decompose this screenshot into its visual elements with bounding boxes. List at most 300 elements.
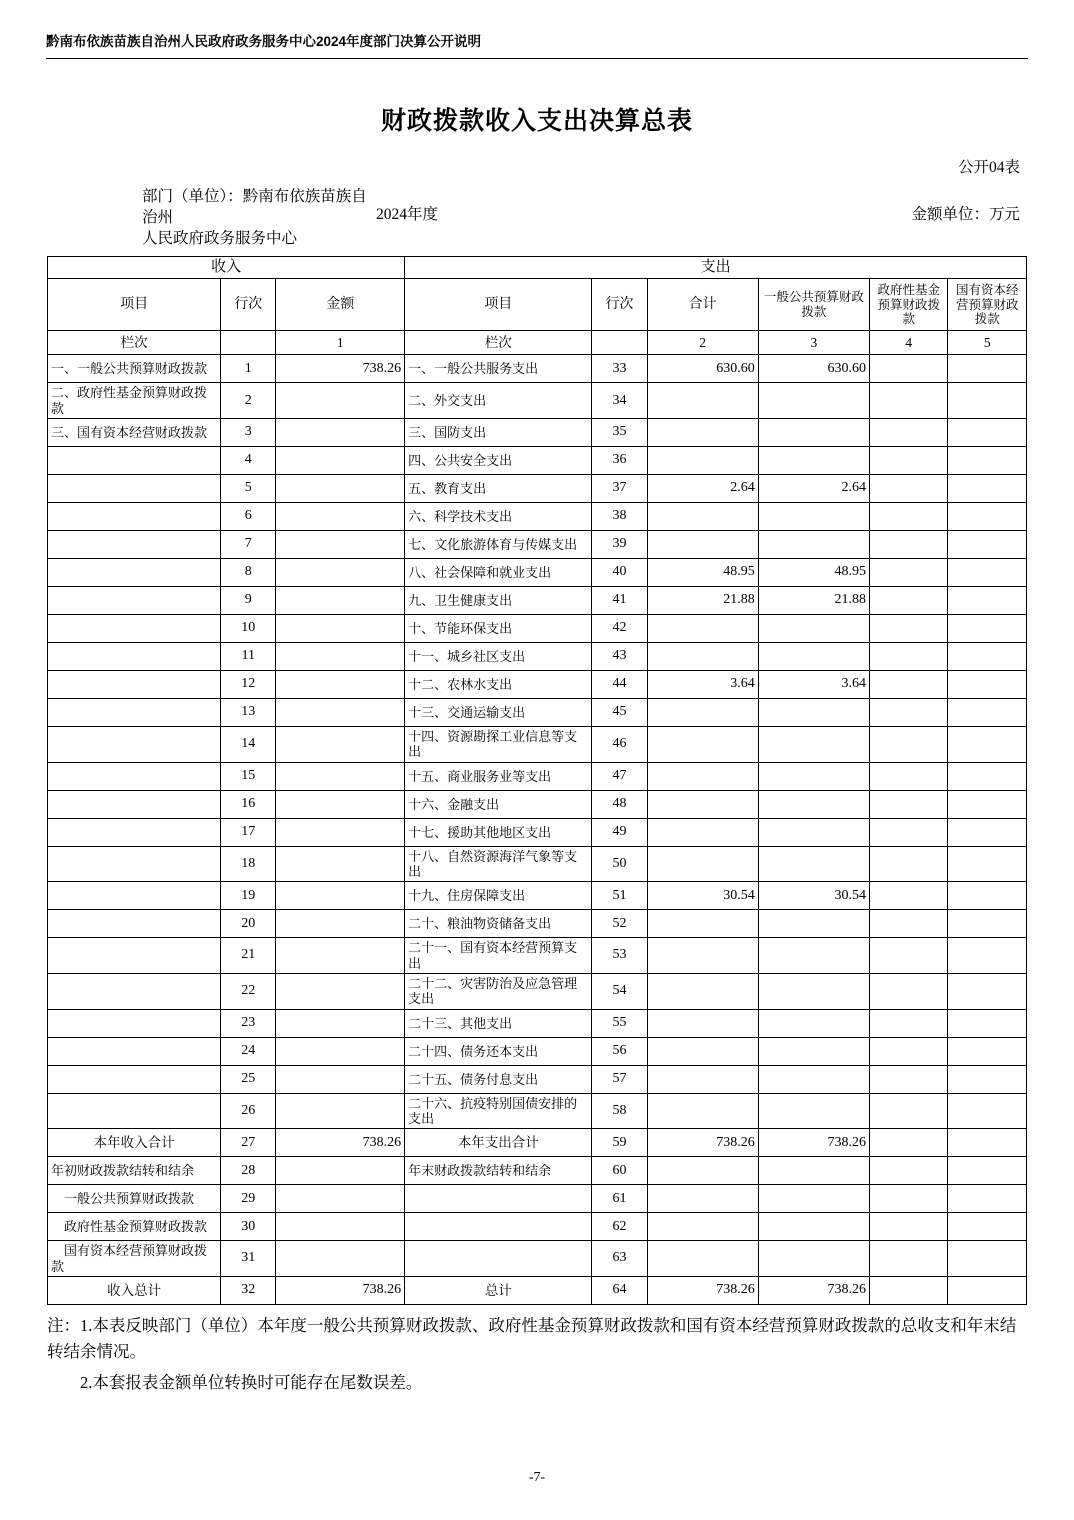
income-row-number: 15 bbox=[221, 762, 276, 790]
income-item-label: 三、国有资本经营财政拨款 bbox=[48, 419, 221, 447]
expense-row-number: 41 bbox=[592, 587, 647, 615]
income-amount bbox=[276, 974, 405, 1010]
income-row-number: 10 bbox=[221, 615, 276, 643]
note-line-2: 2.本套报表金额单位转换时可能存在尾数误差。 bbox=[80, 1373, 423, 1393]
expense-general-public bbox=[758, 447, 869, 475]
expense-state-capital bbox=[948, 727, 1027, 763]
expense-row-number: 37 bbox=[592, 475, 647, 503]
expense-row-number: 48 bbox=[592, 790, 647, 818]
expense-gov-fund bbox=[869, 1037, 947, 1065]
expense-state-capital bbox=[948, 559, 1027, 587]
expense-row-number: 34 bbox=[592, 383, 647, 419]
income-row-number: 6 bbox=[221, 503, 276, 531]
income-item-label bbox=[48, 1065, 221, 1093]
income-row-number: 14 bbox=[221, 727, 276, 763]
expense-state-capital bbox=[948, 1009, 1027, 1037]
expense-item-label: 十三、交通运输支出 bbox=[405, 699, 592, 727]
col-header-state-capital: 国有资本经营预算财政拨款 bbox=[948, 279, 1027, 331]
expense-row-number: 52 bbox=[592, 910, 647, 938]
col-number-5: 5 bbox=[948, 331, 1027, 355]
expense-state-capital bbox=[948, 1241, 1027, 1277]
expense-state-capital bbox=[948, 383, 1027, 419]
expense-row-number: 58 bbox=[592, 1093, 647, 1129]
income-row-number: 27 bbox=[221, 1129, 276, 1157]
table-row bbox=[48, 475, 1027, 503]
expense-total bbox=[647, 643, 758, 671]
income-row-number: 11 bbox=[221, 643, 276, 671]
income-item-label bbox=[48, 762, 221, 790]
table-notes bbox=[47, 1313, 1027, 1396]
income-row-number: 19 bbox=[221, 882, 276, 910]
expense-state-capital bbox=[948, 1065, 1027, 1093]
fiscal-year: 2024年度 bbox=[376, 206, 439, 223]
expense-row-number: 40 bbox=[592, 559, 647, 587]
income-amount bbox=[276, 475, 405, 503]
income-amount bbox=[276, 910, 405, 938]
expense-general-public: 30.54 bbox=[758, 882, 869, 910]
expense-total bbox=[647, 615, 758, 643]
income-item-label bbox=[48, 790, 221, 818]
expense-item-label: 三、国防支出 bbox=[405, 419, 592, 447]
expense-item-label: 二十四、债务还本支出 bbox=[405, 1037, 592, 1065]
expense-state-capital bbox=[948, 671, 1027, 699]
expense-general-public bbox=[758, 615, 869, 643]
income-row-number: 29 bbox=[221, 1185, 276, 1213]
income-item-label: 二、政府性基金预算财政拨款 bbox=[48, 383, 221, 419]
table-row bbox=[48, 882, 1027, 910]
expense-gov-fund bbox=[869, 615, 947, 643]
expense-row-number: 35 bbox=[592, 419, 647, 447]
expense-item-label: 二十三、其他支出 bbox=[405, 1009, 592, 1037]
expense-item-label: 二十五、债务付息支出 bbox=[405, 1065, 592, 1093]
expense-item-label: 四、公共安全支出 bbox=[405, 447, 592, 475]
expense-state-capital bbox=[948, 1037, 1027, 1065]
expense-general-public bbox=[758, 419, 869, 447]
expense-item-label: 二十、粮油物资储备支出 bbox=[405, 910, 592, 938]
expense-gov-fund bbox=[869, 1185, 947, 1213]
income-item-label bbox=[48, 671, 221, 699]
expense-state-capital bbox=[948, 699, 1027, 727]
income-item-label bbox=[48, 974, 221, 1010]
income-row-number: 4 bbox=[221, 447, 276, 475]
expense-gov-fund bbox=[869, 355, 947, 383]
expense-gov-fund bbox=[869, 447, 947, 475]
expense-total bbox=[647, 910, 758, 938]
expense-gov-fund bbox=[869, 699, 947, 727]
expense-row-number: 39 bbox=[592, 531, 647, 559]
expense-total: 48.95 bbox=[647, 559, 758, 587]
expense-state-capital bbox=[948, 762, 1027, 790]
income-item-label bbox=[48, 1037, 221, 1065]
table-row bbox=[48, 727, 1027, 763]
income-row-number: 25 bbox=[221, 1065, 276, 1093]
expense-item-label: 二十一、国有资本经营预算支出 bbox=[405, 938, 592, 974]
expense-item-label: 十五、商业服务业等支出 bbox=[405, 762, 592, 790]
expense-total bbox=[647, 699, 758, 727]
income-item-label: 一、一般公共预算财政拨款 bbox=[48, 355, 221, 383]
income-item-label bbox=[48, 882, 221, 910]
expense-total bbox=[647, 727, 758, 763]
expense-gov-fund bbox=[869, 910, 947, 938]
expense-item-label: 十八、自然资源海洋气象等支出 bbox=[405, 846, 592, 882]
table-row bbox=[48, 383, 1027, 419]
expense-gov-fund bbox=[869, 1129, 947, 1157]
income-amount bbox=[276, 531, 405, 559]
expense-total bbox=[647, 447, 758, 475]
table-row bbox=[48, 447, 1027, 475]
expense-item-label: 六、科学技术支出 bbox=[405, 503, 592, 531]
expense-row-number: 42 bbox=[592, 615, 647, 643]
table-row bbox=[48, 587, 1027, 615]
expense-total bbox=[647, 419, 758, 447]
income-row-number: 1 bbox=[221, 355, 276, 383]
col-header-general-public: 一般公共预算财政拨款 bbox=[758, 279, 869, 331]
income-row-number: 9 bbox=[221, 587, 276, 615]
expense-item-label: 十六、金融支出 bbox=[405, 790, 592, 818]
expense-state-capital bbox=[948, 355, 1027, 383]
expense-general-public bbox=[758, 938, 869, 974]
col-number-4: 4 bbox=[869, 331, 947, 355]
group-header-income: 收入 bbox=[48, 256, 405, 279]
expense-total: 738.26 bbox=[647, 1129, 758, 1157]
income-item-label bbox=[48, 559, 221, 587]
expense-gov-fund bbox=[869, 1009, 947, 1037]
income-row-number: 22 bbox=[221, 974, 276, 1010]
expense-gov-fund bbox=[869, 818, 947, 846]
income-amount bbox=[276, 503, 405, 531]
income-item-label bbox=[48, 1093, 221, 1129]
expense-state-capital bbox=[948, 818, 1027, 846]
expense-gov-fund bbox=[869, 503, 947, 531]
expense-item-label: 一、一般公共服务支出 bbox=[405, 355, 592, 383]
expense-row-number: 44 bbox=[592, 671, 647, 699]
department-meta bbox=[46, 187, 376, 250]
income-amount bbox=[276, 1241, 405, 1277]
income-row-number: 17 bbox=[221, 818, 276, 846]
income-amount bbox=[276, 643, 405, 671]
expense-row-number: 51 bbox=[592, 882, 647, 910]
expense-state-capital bbox=[948, 882, 1027, 910]
income-row-number: 7 bbox=[221, 531, 276, 559]
expense-row-number: 55 bbox=[592, 1009, 647, 1037]
expense-gov-fund bbox=[869, 475, 947, 503]
expense-general-public bbox=[758, 383, 869, 419]
income-row-number: 31 bbox=[221, 1241, 276, 1277]
expense-state-capital bbox=[948, 419, 1027, 447]
income-row-number: 18 bbox=[221, 846, 276, 882]
col-number-2: 2 bbox=[647, 331, 758, 355]
expense-state-capital bbox=[948, 938, 1027, 974]
expense-general-public bbox=[758, 1241, 869, 1277]
table-row bbox=[48, 1009, 1027, 1037]
expense-total bbox=[647, 938, 758, 974]
expense-row-number: 47 bbox=[592, 762, 647, 790]
expense-state-capital bbox=[948, 790, 1027, 818]
department-name-line2: 人民政府政务服务中心 bbox=[142, 229, 298, 247]
table-row bbox=[48, 762, 1027, 790]
income-amount: 738.26 bbox=[276, 1129, 405, 1157]
income-row-number: 8 bbox=[221, 559, 276, 587]
expense-gov-fund bbox=[869, 1277, 947, 1305]
expense-total bbox=[647, 974, 758, 1010]
expense-total: 630.60 bbox=[647, 355, 758, 383]
expense-gov-fund bbox=[869, 419, 947, 447]
table-row-summary bbox=[48, 1277, 1027, 1305]
expense-total bbox=[647, 762, 758, 790]
expense-item-label: 八、社会保障和就业支出 bbox=[405, 559, 592, 587]
income-amount bbox=[276, 1157, 405, 1185]
expense-item-label: 十九、住房保障支出 bbox=[405, 882, 592, 910]
expense-total bbox=[647, 503, 758, 531]
table-row-summary bbox=[48, 1241, 1027, 1277]
expense-state-capital bbox=[948, 1093, 1027, 1129]
expense-general-public: 3.64 bbox=[758, 671, 869, 699]
expense-general-public bbox=[758, 846, 869, 882]
expense-item-label: 二十二、灾害防治及应急管理支出 bbox=[405, 974, 592, 1010]
expense-general-public bbox=[758, 1065, 869, 1093]
income-item-label: 国有资本经营预算财政拨款 bbox=[48, 1241, 221, 1277]
table-row bbox=[48, 974, 1027, 1010]
page-title: 财政拨款收入支出决算总表 bbox=[380, 108, 693, 135]
expense-item-label: 十一、城乡社区支出 bbox=[405, 643, 592, 671]
table-row bbox=[48, 1037, 1027, 1065]
income-amount bbox=[276, 727, 405, 763]
income-amount bbox=[276, 615, 405, 643]
income-item-label bbox=[48, 531, 221, 559]
income-amount bbox=[276, 762, 405, 790]
expense-total: 2.64 bbox=[647, 475, 758, 503]
table-row bbox=[48, 355, 1027, 383]
income-amount bbox=[276, 1213, 405, 1241]
income-row-number: 21 bbox=[221, 938, 276, 974]
income-item-label: 一般公共预算财政拨款 bbox=[48, 1185, 221, 1213]
expense-general-public: 630.60 bbox=[758, 355, 869, 383]
running-head: 黔南布依族苗族自治州人民政府政务服务中心2024年度部门决算公开说明 bbox=[46, 34, 482, 49]
expense-gov-fund bbox=[869, 587, 947, 615]
col-header-gov-fund: 政府性基金预算财政拨款 bbox=[869, 279, 947, 331]
table-row bbox=[48, 938, 1027, 974]
expense-general-public bbox=[758, 974, 869, 1010]
income-amount bbox=[276, 699, 405, 727]
expense-state-capital bbox=[948, 1129, 1027, 1157]
expense-item-label: 十、节能环保支出 bbox=[405, 615, 592, 643]
expense-item-label: 十七、援助其他地区支出 bbox=[405, 818, 592, 846]
expense-state-capital bbox=[948, 1185, 1027, 1213]
expense-general-public: 738.26 bbox=[758, 1129, 869, 1157]
income-row-number: 26 bbox=[221, 1093, 276, 1129]
expense-item-label: 十二、农林水支出 bbox=[405, 671, 592, 699]
income-amount bbox=[276, 383, 405, 419]
expense-general-public bbox=[758, 1093, 869, 1129]
expense-state-capital bbox=[948, 643, 1027, 671]
expense-total bbox=[647, 1093, 758, 1129]
expense-general-public bbox=[758, 790, 869, 818]
expense-total bbox=[647, 818, 758, 846]
expense-row-number: 43 bbox=[592, 643, 647, 671]
expense-general-public bbox=[758, 1009, 869, 1037]
table-row bbox=[48, 531, 1027, 559]
expense-total bbox=[647, 1009, 758, 1037]
expense-item-label bbox=[405, 1241, 592, 1277]
income-item-label: 年初财政拨款结转和结余 bbox=[48, 1157, 221, 1185]
table-row-summary bbox=[48, 1185, 1027, 1213]
col-header-total: 合计 bbox=[647, 279, 758, 331]
income-item-label bbox=[48, 615, 221, 643]
expense-gov-fund bbox=[869, 727, 947, 763]
expense-gov-fund bbox=[869, 938, 947, 974]
income-item-label bbox=[48, 699, 221, 727]
expense-item-label: 九、卫生健康支出 bbox=[405, 587, 592, 615]
income-amount bbox=[276, 938, 405, 974]
expense-row-number: 57 bbox=[592, 1065, 647, 1093]
expense-total: 3.64 bbox=[647, 671, 758, 699]
header-divider bbox=[46, 58, 1028, 59]
expense-general-public bbox=[758, 531, 869, 559]
expense-row-number: 33 bbox=[592, 355, 647, 383]
income-amount bbox=[276, 882, 405, 910]
income-item-label bbox=[48, 475, 221, 503]
expense-gov-fund bbox=[869, 846, 947, 882]
expense-state-capital bbox=[948, 1213, 1027, 1241]
income-row-number: 32 bbox=[221, 1277, 276, 1305]
expense-row-number: 59 bbox=[592, 1129, 647, 1157]
income-row-number: 24 bbox=[221, 1037, 276, 1065]
expense-row-number: 45 bbox=[592, 699, 647, 727]
expense-general-public bbox=[758, 1037, 869, 1065]
col-header-income-item: 项目 bbox=[48, 279, 221, 331]
income-row-number: 30 bbox=[221, 1213, 276, 1241]
income-amount bbox=[276, 846, 405, 882]
table-row-summary bbox=[48, 1213, 1027, 1241]
meta-row bbox=[46, 187, 1028, 250]
col-header-expense-item: 项目 bbox=[405, 279, 592, 331]
expense-state-capital bbox=[948, 503, 1027, 531]
expense-gov-fund bbox=[869, 1241, 947, 1277]
expense-general-public bbox=[758, 503, 869, 531]
income-item-label: 本年收入合计 bbox=[48, 1129, 221, 1157]
expense-state-capital bbox=[948, 587, 1027, 615]
table-row bbox=[48, 910, 1027, 938]
expense-total: 30.54 bbox=[647, 882, 758, 910]
income-amount bbox=[276, 447, 405, 475]
income-row-number: 13 bbox=[221, 699, 276, 727]
income-amount bbox=[276, 587, 405, 615]
expense-item-label: 本年支出合计 bbox=[405, 1129, 592, 1157]
expense-gov-fund bbox=[869, 383, 947, 419]
income-item-label bbox=[48, 587, 221, 615]
col-label-income-rownum-blank bbox=[221, 331, 276, 355]
expense-general-public bbox=[758, 818, 869, 846]
form-number: 公开04表 bbox=[957, 159, 1020, 176]
expense-total bbox=[647, 1157, 758, 1185]
expense-general-public bbox=[758, 727, 869, 763]
table-row bbox=[48, 790, 1027, 818]
expense-row-number: 63 bbox=[592, 1241, 647, 1277]
col-header-income-amount: 金额 bbox=[276, 279, 405, 331]
expense-row-number: 49 bbox=[592, 818, 647, 846]
expense-state-capital bbox=[948, 475, 1027, 503]
expense-general-public bbox=[758, 643, 869, 671]
expense-row-number: 56 bbox=[592, 1037, 647, 1065]
income-row-number: 28 bbox=[221, 1157, 276, 1185]
expense-general-public bbox=[758, 910, 869, 938]
budget-table bbox=[47, 256, 1027, 1305]
table-row bbox=[48, 419, 1027, 447]
expense-gov-fund bbox=[869, 790, 947, 818]
expense-general-public: 48.95 bbox=[758, 559, 869, 587]
income-item-label bbox=[48, 910, 221, 938]
income-item-label bbox=[48, 503, 221, 531]
income-amount bbox=[276, 1065, 405, 1093]
expense-row-number: 53 bbox=[592, 938, 647, 974]
income-item-label bbox=[48, 846, 221, 882]
expense-total bbox=[647, 531, 758, 559]
expense-row-number: 46 bbox=[592, 727, 647, 763]
table-row bbox=[48, 503, 1027, 531]
expense-general-public: 2.64 bbox=[758, 475, 869, 503]
income-amount bbox=[276, 790, 405, 818]
table-row bbox=[48, 1065, 1027, 1093]
expense-general-public: 21.88 bbox=[758, 587, 869, 615]
table-row bbox=[48, 615, 1027, 643]
expense-row-number: 54 bbox=[592, 974, 647, 1010]
table-row bbox=[48, 818, 1027, 846]
expense-item-label: 二十六、抗疫特别国债安排的支出 bbox=[405, 1093, 592, 1129]
col-header-income-rownum: 行次 bbox=[221, 279, 276, 331]
expense-item-label: 总计 bbox=[405, 1277, 592, 1305]
income-row-number: 20 bbox=[221, 910, 276, 938]
income-row-number: 23 bbox=[221, 1009, 276, 1037]
income-row-number: 16 bbox=[221, 790, 276, 818]
income-item-label bbox=[48, 938, 221, 974]
expense-state-capital bbox=[948, 910, 1027, 938]
income-amount bbox=[276, 671, 405, 699]
income-amount bbox=[276, 559, 405, 587]
expense-gov-fund bbox=[869, 1157, 947, 1185]
expense-total bbox=[647, 383, 758, 419]
table-row-summary bbox=[48, 1157, 1027, 1185]
table-row bbox=[48, 1093, 1027, 1129]
expense-state-capital bbox=[948, 974, 1027, 1010]
expense-item-label: 十四、资源勘探工业信息等支出 bbox=[405, 727, 592, 763]
group-header-expense: 支出 bbox=[405, 256, 1027, 279]
expense-total bbox=[647, 1241, 758, 1277]
income-amount bbox=[276, 419, 405, 447]
expense-total bbox=[647, 1037, 758, 1065]
income-item-label bbox=[48, 727, 221, 763]
expense-gov-fund bbox=[869, 882, 947, 910]
expense-total bbox=[647, 1065, 758, 1093]
expense-general-public bbox=[758, 1185, 869, 1213]
col-label-income: 栏次 bbox=[48, 331, 221, 355]
col-label-expense-rownum-blank bbox=[592, 331, 647, 355]
amount-unit: 金额单位：万元 bbox=[911, 206, 1020, 223]
expense-state-capital bbox=[948, 846, 1027, 882]
expense-gov-fund bbox=[869, 531, 947, 559]
income-amount bbox=[276, 1185, 405, 1213]
expense-row-number: 60 bbox=[592, 1157, 647, 1185]
income-item-label: 收入总计 bbox=[48, 1277, 221, 1305]
expense-item-label: 二、外交支出 bbox=[405, 383, 592, 419]
expense-item-label bbox=[405, 1213, 592, 1241]
income-item-label bbox=[48, 447, 221, 475]
income-amount bbox=[276, 818, 405, 846]
expense-general-public bbox=[758, 762, 869, 790]
expense-total bbox=[647, 1213, 758, 1241]
expense-general-public: 738.26 bbox=[758, 1277, 869, 1305]
expense-item-label bbox=[405, 1185, 592, 1213]
department-name-line1: 部门（单位）：黔南布依族苗族自治州 bbox=[142, 188, 367, 226]
